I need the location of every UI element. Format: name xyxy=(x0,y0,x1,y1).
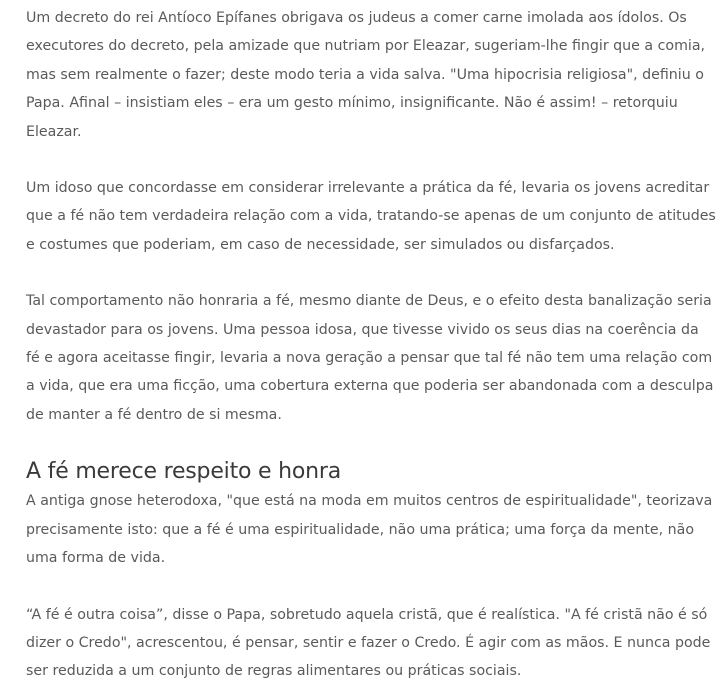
article-body xyxy=(26,4,716,686)
paragraph-elderly-faith: Um idoso que concordasse em considerar irrelevante a prática da fé, levaria os jovens acreditar que a fé não tem verdadeira relação com a vida, tratando-se apenas de um conjunto de atitudes e costumes que poderiam, em caso de necessidade, ser simulados ou disfarçados. xyxy=(26,180,716,253)
paragraph-gnosis: A antiga gnose heterodoxa, "que está na moda em muitos centros de espiritualidade", teorizava precisamente isto: que a fé é uma espiritualidade, não uma prática; uma força da mente, não uma forma de vida. xyxy=(26,493,713,567)
paragraph-faith-action: “A fé é outra coisa”, disse o Papa, sobretudo aquela cristã, que é realística. "A fé cristã não é só dizer o Credo", acrescentou, é pensar, sentir e fazer o Credo. É agir com as mãos. E nunca pode ser reduzida a um conjunto de regras alimentares ou práticas sociais. xyxy=(26,606,711,680)
paragraph-eleazar-decree: Um decreto do rei Antíoco Epífanes obrigava os judeus a comer carne imolada aos ídolos. Os executores do decreto, pela amizade que nutriam por Eleazar, sugeriam-lhe fingir que a comia, mas sem realmente o fazer; deste modo teria a vida salva. "Uma hipocrisia religiosa", definiu o Papa. Afinal – insistiam eles – era um gesto mínimo, insignificante. Não é assim! – retorquiu Eleazar. xyxy=(26,10,706,140)
section-heading: A fé merece respeito e honra xyxy=(26,459,342,485)
paragraph-behavior-consequence: Tal comportamento não honraria a fé, mesmo diante de Deus, e o efeito desta banalização seria devastador para os jovens. Uma pessoa idosa, que tivesse vivido os seus dias na coerência da fé e agora aceitasse fingir, levaria a nova geração a pensar que tal fé não tem uma relação com a vida, que era uma ficção, uma cobertura externa que poderia ser abandonada com a desculpa de manter a fé dentro de si mesma. xyxy=(26,293,714,423)
